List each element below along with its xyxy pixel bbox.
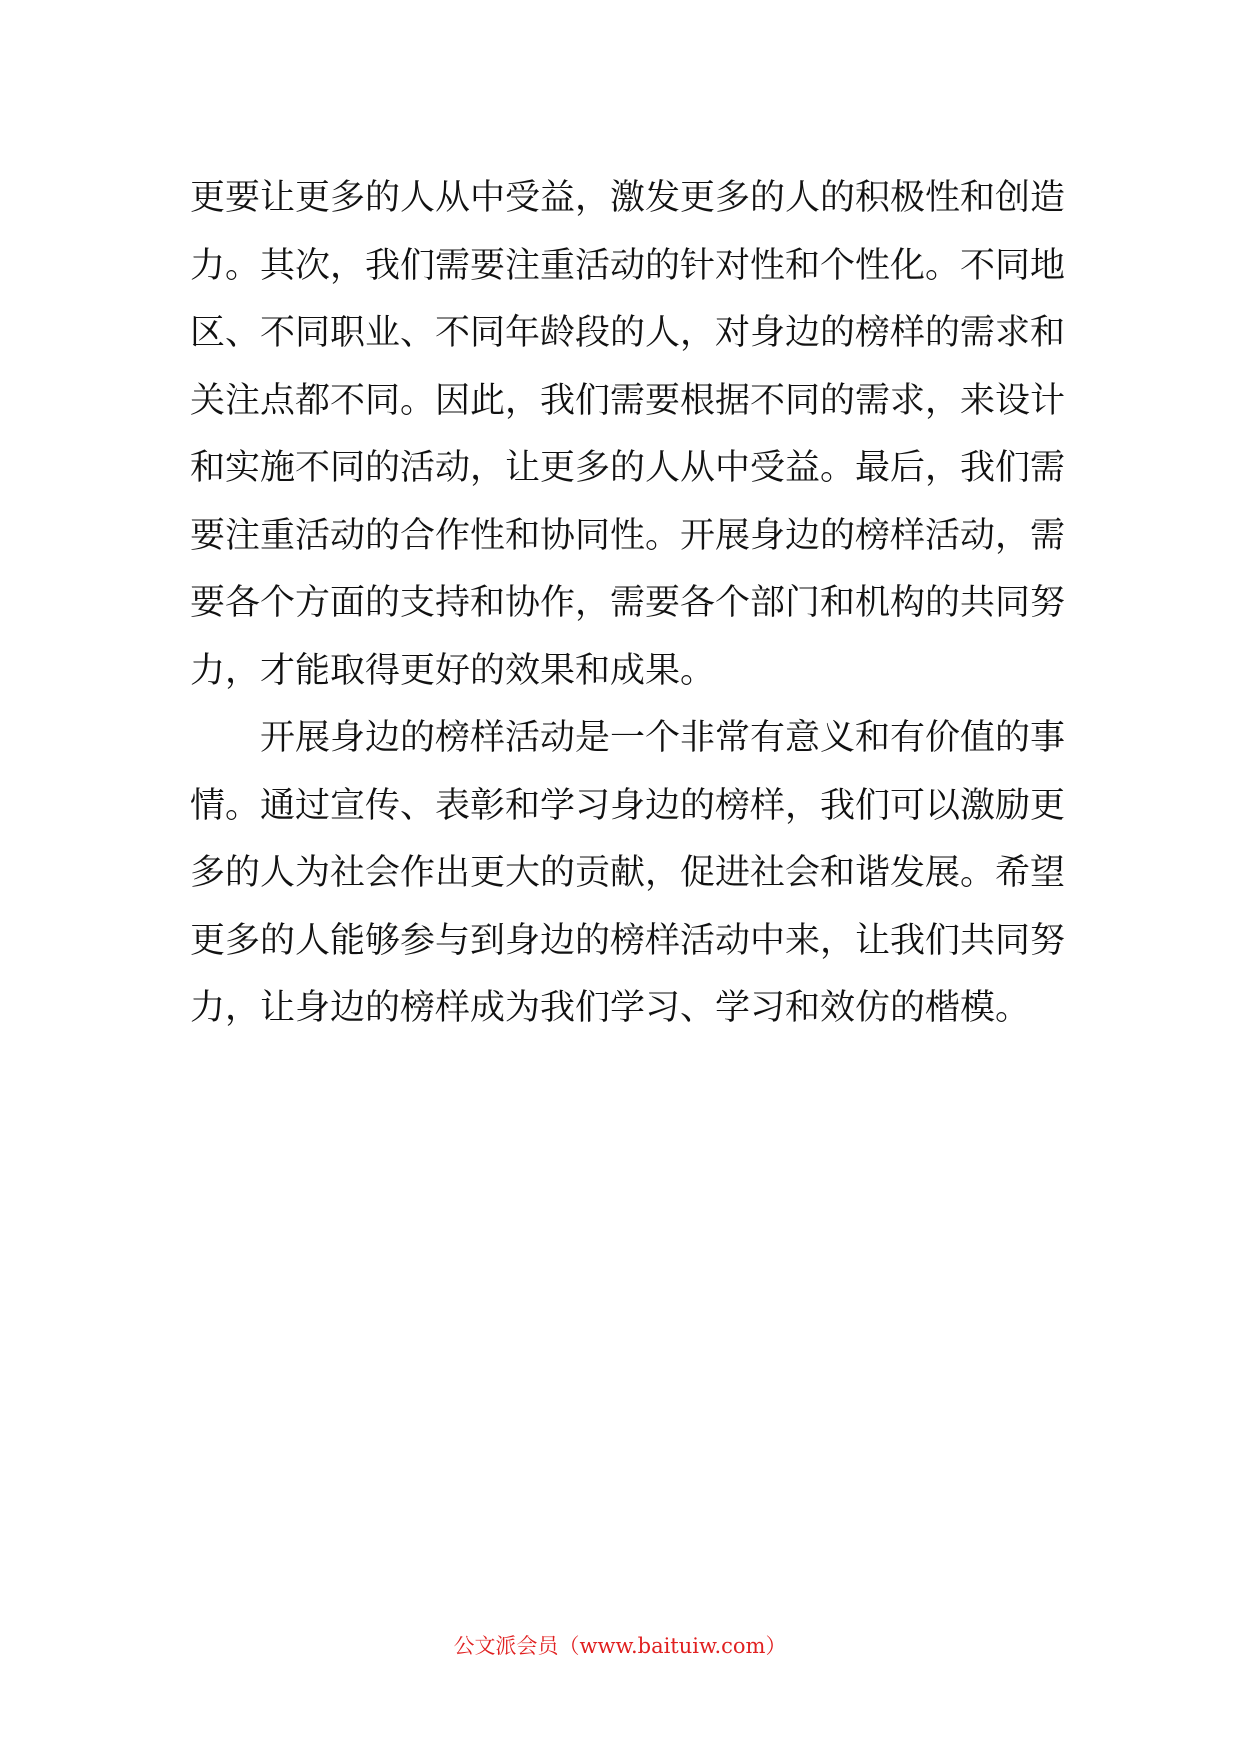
text-line: 力。其次，我们需要注重活动的针对性和个性化。不同地: [190, 245, 1066, 286]
text-line: 关注点都不同。因此，我们需要根据不同的需求，来设计: [190, 380, 1066, 421]
footer-watermark: 公文派会员（www.baituiw.com）: [453, 1634, 787, 1658]
text-line: 开展身边的榜样活动是一个非常有意义和有价值的事: [190, 718, 1066, 758]
text-line: 多的人为社会作出更大的贡献，促进社会和谐发展。希望: [190, 853, 1066, 893]
text-line: 和实施不同的活动，让更多的人从中受益。最后，我们需: [190, 448, 1066, 488]
text-line: 情。通过宣传、表彰和学习身边的榜样，我们可以激励更: [190, 785, 1066, 826]
text-line: 区、不同职业、不同年龄段的人，对身边的榜样的需求和: [190, 313, 1066, 353]
text-line: 更要让更多的人从中受益，激发更多的人的积极性和创造: [190, 178, 1066, 218]
text-line: 要注重活动的合作性和协同性。开展身边的榜样活动，需: [190, 515, 1066, 556]
document-body: [190, 165, 1066, 1043]
text-line: 要各个方面的支持和协作，需要各个部门和机构的共同努: [190, 583, 1066, 623]
text-line: 力，才能取得更好的效果和成果。: [190, 650, 716, 691]
text-line: 更多的人能够参与到身边的榜样活动中来，让我们共同努: [190, 920, 1066, 961]
text-line: 力，让身边的榜样成为我们学习、学习和效仿的楷模。: [190, 988, 1031, 1028]
